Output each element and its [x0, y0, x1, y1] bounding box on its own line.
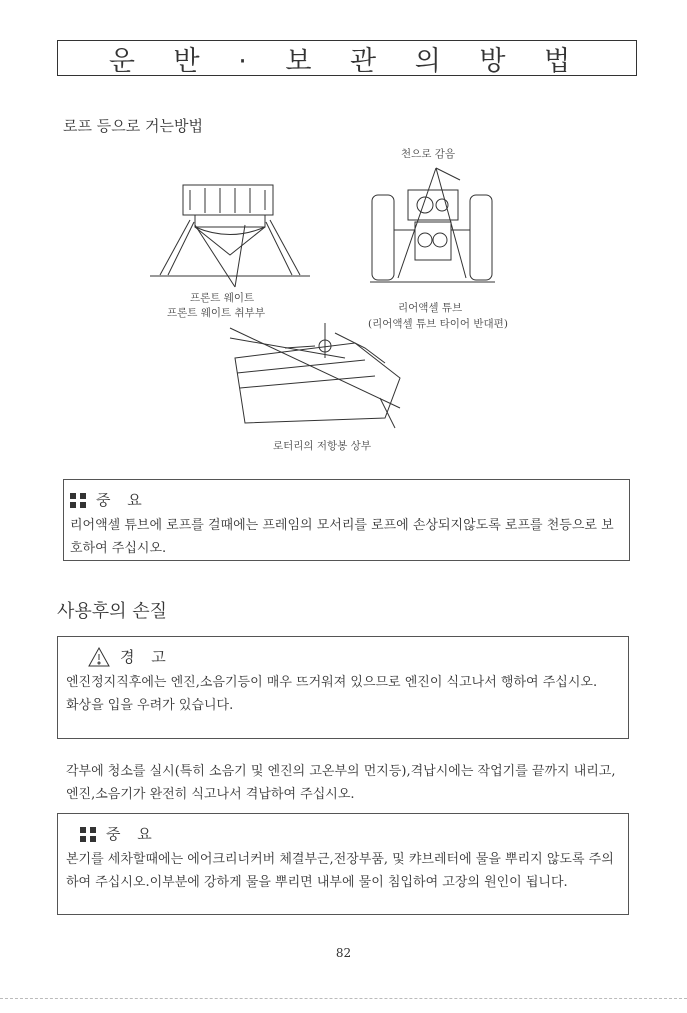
- section-heading-rope: 로프 등으로 거는방법: [63, 117, 203, 135]
- front-weight-mount-label: 프론트 웨이트 취부부: [167, 307, 265, 319]
- page-number: 82: [335, 946, 352, 960]
- rotary-label: 로터리의 저항봉 상부: [273, 440, 371, 452]
- important-heading: 중 요: [96, 490, 148, 509]
- rotary-figure: [225, 318, 410, 433]
- important-box-washing: [57, 813, 629, 915]
- scan-edge-line: [0, 998, 687, 999]
- front-weight-pointer: [190, 225, 260, 295]
- storage-paragraph: 각부에 청소를 실시(특히 소음기 및 엔진의 고온부의 먼지등),격납시에는 작업기를 끝까지 내리고,엔진,소음기가 완전히 식고나서 격납하여 주십시오.: [66, 764, 616, 802]
- important-heading: 중 요: [106, 824, 158, 843]
- rear-axle-label: 리어액셀 튜브: [398, 302, 463, 314]
- important-squares-icon: [70, 493, 86, 508]
- warning-text-2: 화상을 입을 우려가 있습니다.: [66, 698, 234, 713]
- warning-heading: 경 고: [120, 647, 172, 666]
- page-title: 운 반 · 보 관 의 방 법: [57, 40, 637, 76]
- warning-triangle-icon: [88, 647, 110, 667]
- important-squares-icon: [80, 827, 96, 842]
- warning-box: [57, 636, 629, 739]
- important-text: 리어액셀 튜브에 로프를 걸때에는 프레임의 모서리를 로프에 손상되지않도록 로프를 천등으로 보호하여 주십시오.: [70, 518, 614, 556]
- section-heading-maintenance: 사용후의 손질: [57, 601, 168, 622]
- rear-axle-figure: [370, 160, 495, 285]
- cloth-wrap-label: 천으로 감음: [401, 148, 456, 160]
- rear-axle-note-label: (리어액셀 튜브 타이어 반대편): [368, 318, 508, 330]
- important-box-rope: [63, 479, 630, 561]
- front-weight-label: 프론트 웨이트: [190, 292, 255, 304]
- warning-text: 엔진정지직후에는 엔진,소음기등이 매우 뜨거워져 있으므로 엔진이 식고나서 행하여 주십시오.: [66, 675, 598, 690]
- important-text: 본기를 세차할때에는 에어크리너커버 체결부근,전장부품, 및 캬브레터에 물을 뿌리지 않도록 주의하여 주십시오.이부분에 강하게 물을 뿌리면 내부에 물이 침입하여 고장의 원인이 됩니다.: [66, 852, 614, 890]
